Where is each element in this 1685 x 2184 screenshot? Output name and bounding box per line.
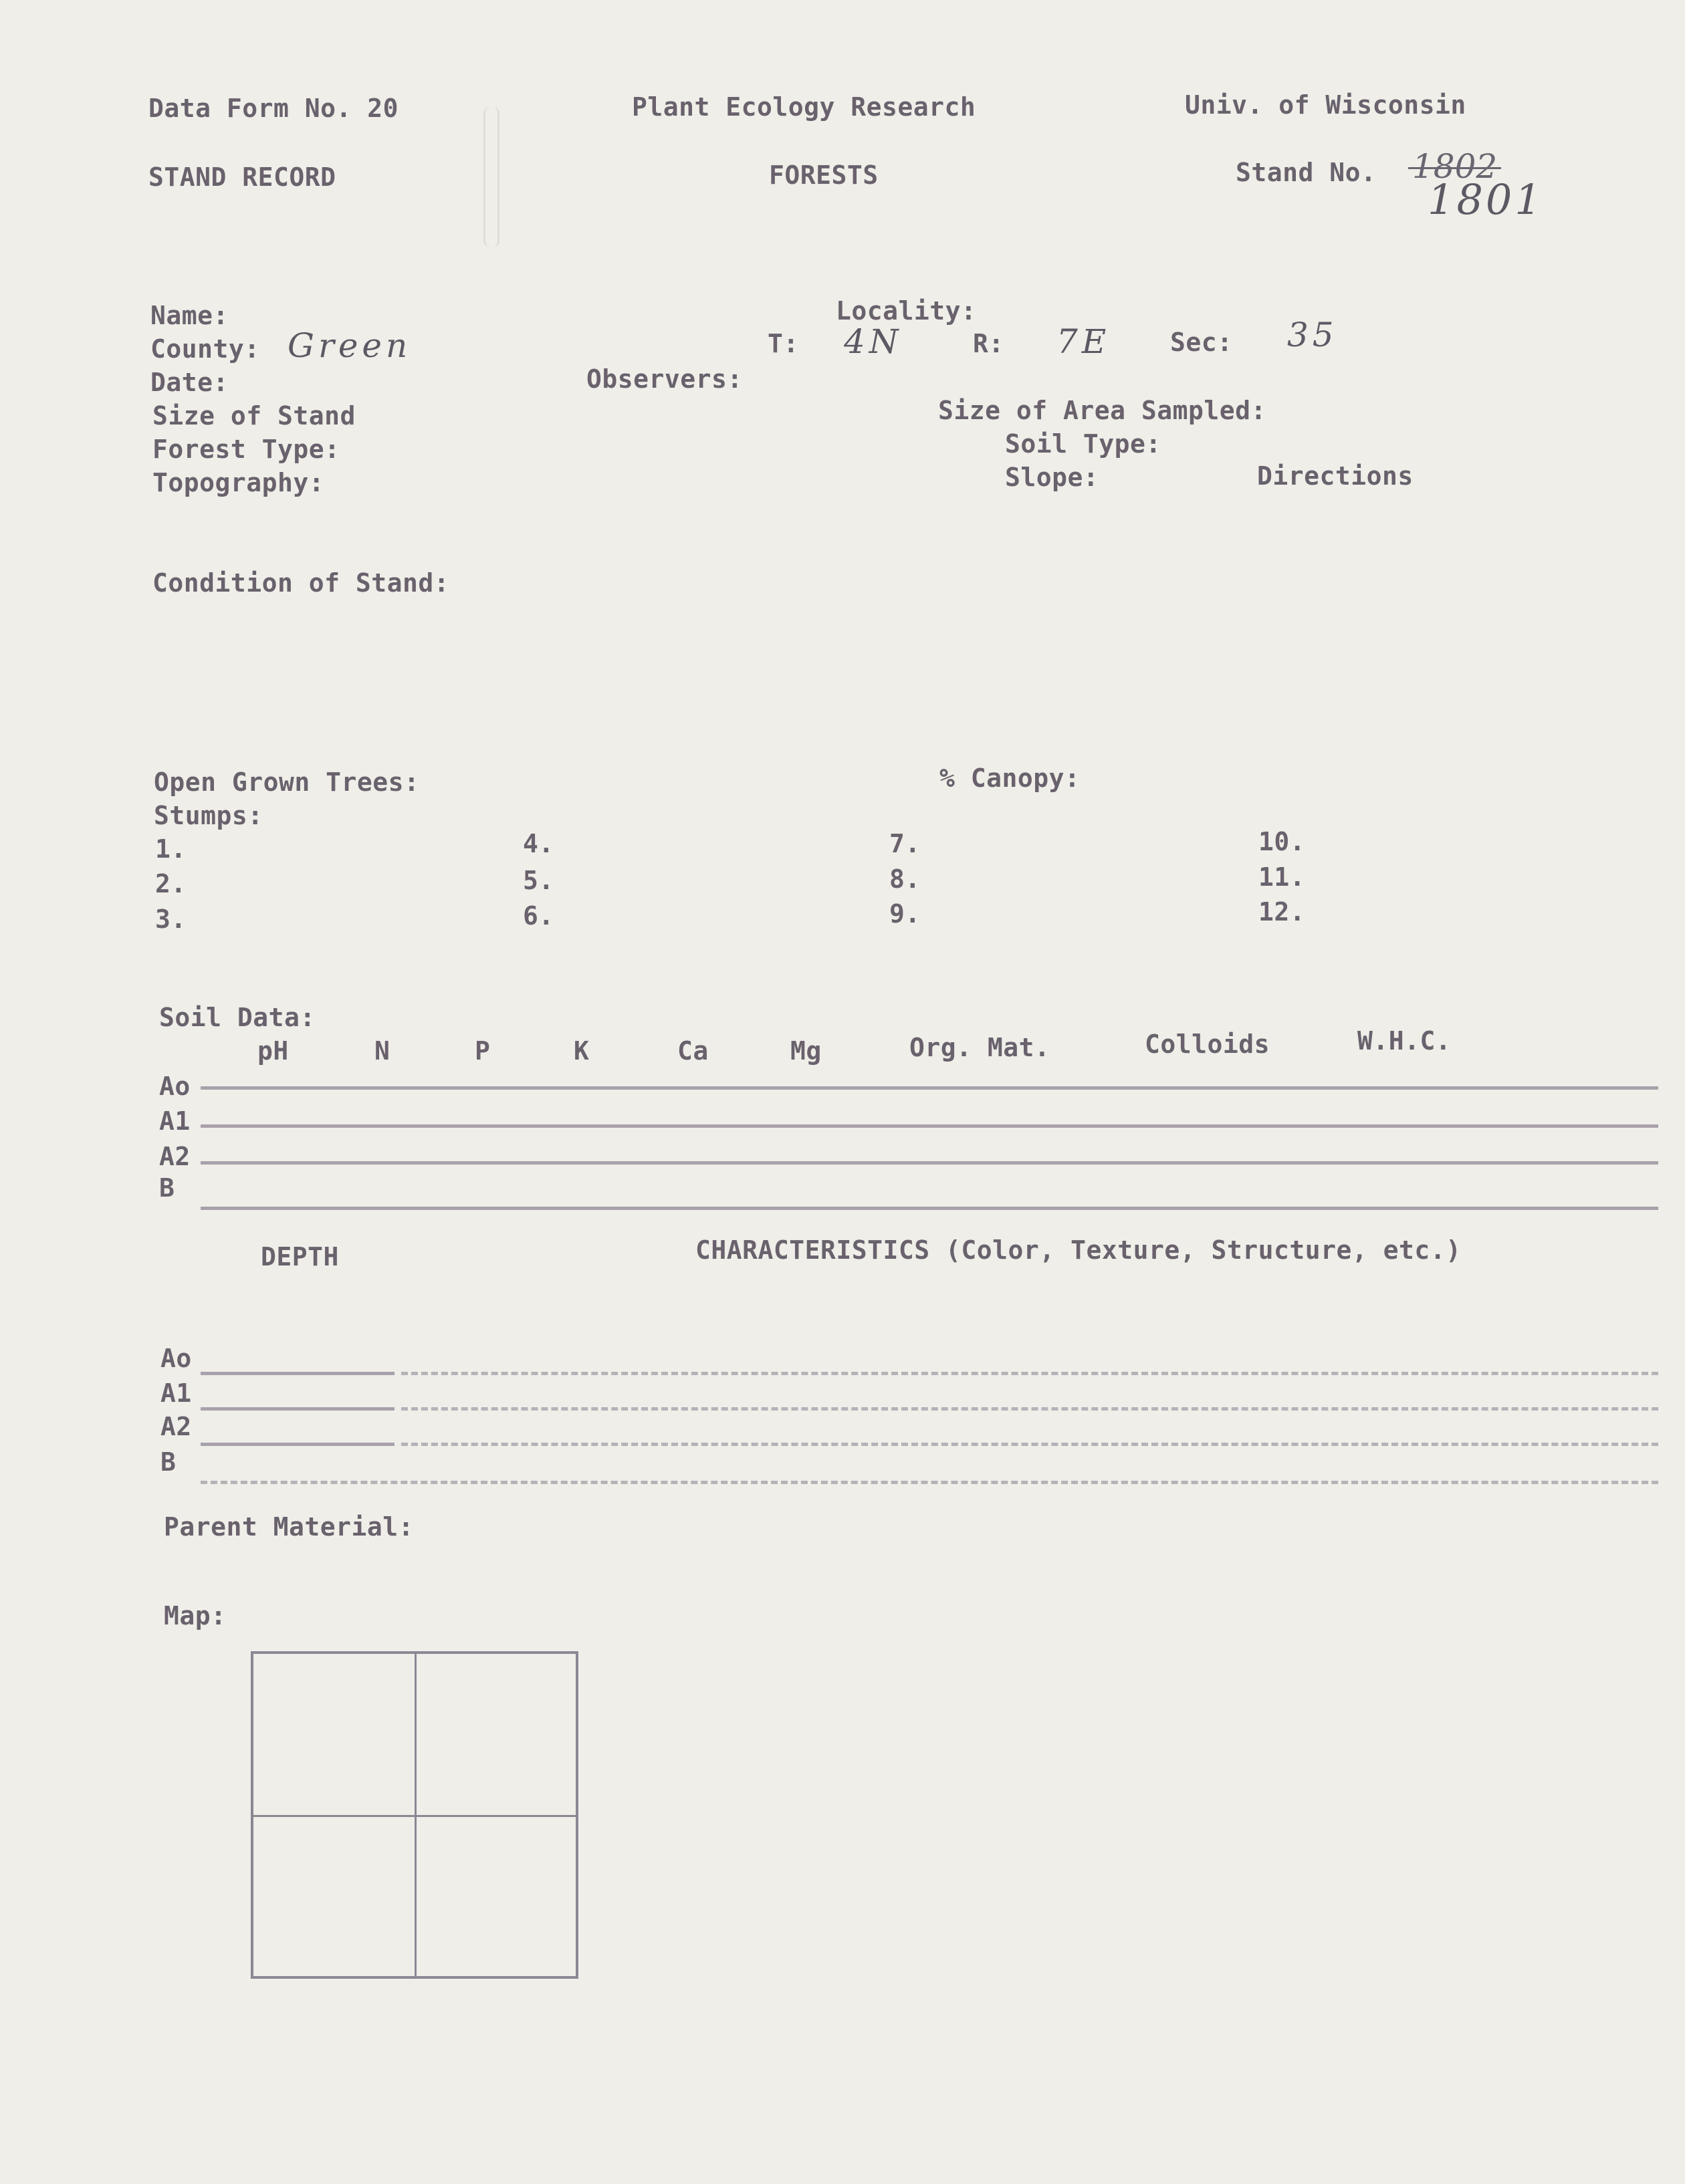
condition-label: Condition of Stand: bbox=[152, 568, 450, 598]
stump-number: 8. bbox=[889, 864, 921, 894]
county-label: County: bbox=[150, 334, 260, 364]
soil-col-ca: Ca bbox=[677, 1036, 709, 1066]
stump-number: 6. bbox=[523, 901, 554, 931]
depth-rule bbox=[201, 1372, 395, 1375]
horizon-label: B bbox=[160, 1447, 177, 1477]
stump-number: 10. bbox=[1258, 827, 1306, 856]
soil-col-ph: pH bbox=[257, 1036, 289, 1066]
horizon-label: A2 bbox=[159, 1142, 191, 1171]
soil-col-p: P bbox=[475, 1036, 491, 1066]
record-type: STAND RECORD bbox=[148, 162, 336, 192]
stump-number: 12. bbox=[1258, 897, 1306, 927]
soil-col-n: N bbox=[374, 1036, 390, 1066]
soil-row-rule bbox=[201, 1161, 1658, 1165]
soil-row-rule bbox=[201, 1086, 1658, 1090]
stump-number: 3. bbox=[155, 904, 187, 934]
depth-label: DEPTH bbox=[261, 1242, 339, 1271]
map-label: Map: bbox=[164, 1601, 227, 1630]
university: Univ. of Wisconsin bbox=[1185, 90, 1466, 120]
category: FORESTS bbox=[769, 160, 879, 190]
horizon-label: A2 bbox=[160, 1412, 192, 1441]
soil-col-colloids: Colloids bbox=[1145, 1029, 1270, 1059]
horizon-label: B bbox=[159, 1173, 175, 1203]
sec-label: Sec: bbox=[1170, 328, 1233, 357]
sec-value: 35 bbox=[1287, 316, 1338, 354]
characteristics-label: CHARACTERISTICS (Color, Texture, Structure, etc.) bbox=[695, 1235, 1462, 1265]
paper-clip-mark bbox=[483, 107, 499, 247]
characteristics-rule bbox=[201, 1481, 1658, 1484]
stand-no-value: 1801 bbox=[1428, 175, 1544, 224]
locality-label: Locality: bbox=[836, 296, 977, 326]
stumps-label: Stumps: bbox=[154, 801, 263, 830]
stand-no-label: Stand No. bbox=[1236, 158, 1377, 187]
soil-row-rule bbox=[201, 1207, 1658, 1210]
parent-material-label: Parent Material: bbox=[164, 1512, 415, 1542]
stump-number: 2. bbox=[155, 869, 187, 898]
organization: Plant Ecology Research bbox=[632, 92, 976, 122]
county-value: Green bbox=[288, 326, 412, 365]
r-label: R: bbox=[973, 329, 1004, 358]
soil-col-k: K bbox=[574, 1036, 590, 1066]
characteristics-rule bbox=[401, 1372, 1658, 1375]
r-value: 7E bbox=[1056, 322, 1111, 361]
stump-number: 4. bbox=[523, 829, 554, 858]
stump-number: 5. bbox=[523, 866, 554, 895]
horizon-label: Ao bbox=[160, 1344, 192, 1373]
t-label: T: bbox=[768, 329, 799, 358]
stump-number: 11. bbox=[1258, 862, 1306, 892]
size-of-area-label: Size of Area Sampled: bbox=[938, 396, 1266, 425]
open-grown-trees-label: Open Grown Trees: bbox=[154, 767, 420, 797]
t-value: 4N bbox=[844, 322, 903, 361]
depth-rule bbox=[201, 1407, 395, 1411]
soil-col-org-mat: Org. Mat. bbox=[909, 1033, 1050, 1062]
directions-label: Directions bbox=[1257, 461, 1414, 491]
canopy-label: % Canopy: bbox=[939, 763, 1081, 793]
name-label: Name: bbox=[150, 301, 229, 330]
stump-number: 7. bbox=[889, 829, 921, 858]
map-grid bbox=[251, 1651, 578, 1979]
soil-row-rule bbox=[201, 1124, 1658, 1128]
map-divider-horizontal bbox=[253, 1815, 576, 1817]
stand-no-struck: 1802 bbox=[1412, 147, 1498, 186]
topography-label: Topography: bbox=[152, 468, 325, 497]
soil-col-mg: Mg bbox=[790, 1036, 822, 1066]
size-of-stand-label: Size of Stand bbox=[152, 401, 356, 431]
horizon-label: Ao bbox=[159, 1072, 191, 1101]
depth-rule bbox=[201, 1443, 395, 1446]
characteristics-rule bbox=[401, 1407, 1658, 1411]
horizon-label: A1 bbox=[160, 1378, 192, 1408]
observers-label: Observers: bbox=[586, 364, 743, 394]
date-label: Date: bbox=[150, 368, 229, 397]
stump-number: 9. bbox=[889, 899, 921, 929]
soil-col-whc: W.H.C. bbox=[1357, 1026, 1452, 1056]
soil-data-label: Soil Data: bbox=[159, 1003, 316, 1032]
characteristics-rule bbox=[401, 1443, 1658, 1446]
soil-type-label: Soil Type: bbox=[1005, 429, 1161, 459]
stump-number: 1. bbox=[155, 834, 187, 864]
horizon-label: A1 bbox=[159, 1106, 191, 1136]
forest-type-label: Forest Type: bbox=[152, 435, 340, 464]
form-number: Data Form No. 20 bbox=[148, 94, 399, 123]
slope-label: Slope: bbox=[1005, 463, 1099, 492]
